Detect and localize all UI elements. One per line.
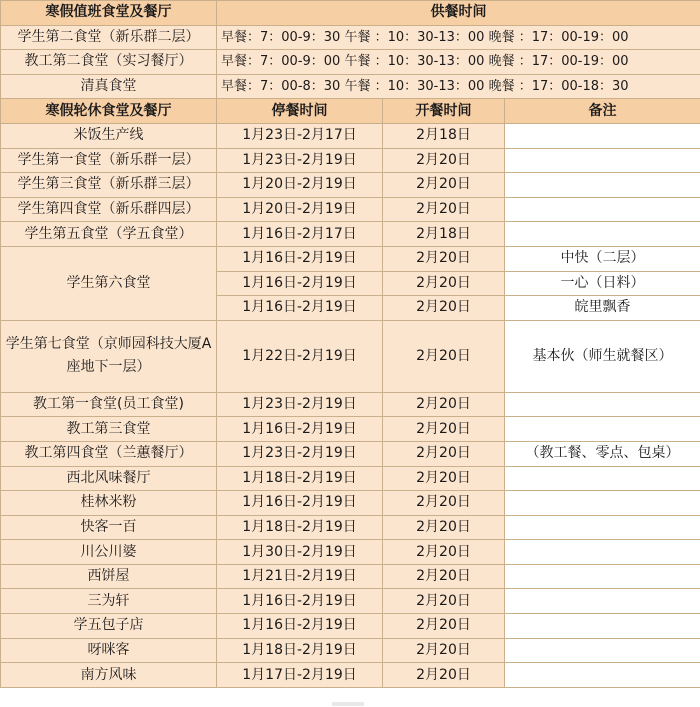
note (505, 564, 700, 589)
table-row (1, 491, 700, 516)
note (505, 491, 700, 516)
open-date: 2月20日 (383, 491, 505, 516)
canteen-name: 三为轩 (1, 589, 217, 614)
table-row (1, 417, 700, 442)
note: 一心（日料） (505, 271, 700, 296)
stop-period: 1月30日-2月19日 (217, 540, 383, 565)
closed-header-name: 寒假轮休食堂及餐厅 (1, 99, 217, 124)
table-row (1, 466, 700, 491)
stop-period: 1月20日-2月19日 (217, 197, 383, 222)
stop-period: 1月16日-2月19日 (217, 614, 383, 639)
scroll-indicator (332, 702, 364, 706)
stop-period: 1月16日-2月19日 (217, 589, 383, 614)
open-date: 2月20日 (383, 197, 505, 222)
canteen-name: 学五包子店 (1, 614, 217, 639)
stop-period: 1月17日-2月19日 (217, 663, 383, 688)
service-row (1, 50, 700, 75)
table-row (1, 441, 700, 466)
note (505, 540, 700, 565)
note (505, 148, 700, 173)
stop-period: 1月23日-2月19日 (217, 392, 383, 417)
stop-period: 1月23日-2月19日 (217, 148, 383, 173)
open-date: 2月20日 (383, 638, 505, 663)
open-date: 2月20日 (383, 173, 505, 198)
table-row (1, 197, 700, 222)
note (505, 466, 700, 491)
table-row (1, 320, 700, 392)
open-date: 2月20日 (383, 589, 505, 614)
open-date: 2月20日 (383, 466, 505, 491)
stop-period: 1月20日-2月19日 (217, 173, 383, 198)
table-body (1, 1, 700, 688)
canteen-name: 学生第六食堂 (1, 246, 217, 320)
note: 皖里飘香 (505, 296, 700, 321)
canteen-name: 快客一百 (1, 515, 217, 540)
service-header-row (1, 1, 700, 26)
note (505, 222, 700, 247)
table-row (1, 614, 700, 639)
open-date: 2月20日 (383, 246, 505, 271)
canteen-name: 学生第五食堂（学五食堂） (1, 222, 217, 247)
canteen-name: 学生第四食堂（新乐群四层） (1, 197, 217, 222)
service-canteen-name: 清真食堂 (1, 74, 217, 99)
table-row (1, 663, 700, 688)
service-canteen-name: 教工第二食堂（实习餐厅） (1, 50, 217, 75)
stop-period: 1月16日-2月19日 (217, 246, 383, 271)
note (505, 589, 700, 614)
open-date: 2月20日 (383, 392, 505, 417)
stop-period: 1月16日-2月19日 (217, 417, 383, 442)
canteen-name: 西北风味餐厅 (1, 466, 217, 491)
open-date: 2月18日 (383, 222, 505, 247)
stop-period: 1月18日-2月19日 (217, 466, 383, 491)
service-header-name: 寒假值班食堂及餐厅 (1, 1, 217, 26)
stop-period: 1月16日-2月17日 (217, 222, 383, 247)
canteen-name: 桂林米粉 (1, 491, 217, 516)
note (505, 614, 700, 639)
service-row (1, 25, 700, 50)
open-date: 2月20日 (383, 320, 505, 392)
service-row (1, 74, 700, 99)
stop-period: 1月23日-2月19日 (217, 441, 383, 466)
open-date: 2月20日 (383, 441, 505, 466)
open-date: 2月20日 (383, 540, 505, 565)
table-row (1, 540, 700, 565)
open-date: 2月20日 (383, 614, 505, 639)
service-canteen-name: 学生第二食堂（新乐群二层） (1, 25, 217, 50)
stop-period: 1月22日-2月19日 (217, 320, 383, 392)
note (505, 638, 700, 663)
open-date: 2月20日 (383, 417, 505, 442)
canteen-name: 呀咪客 (1, 638, 217, 663)
canteen-name: 学生第三食堂（新乐群三层） (1, 173, 217, 198)
stop-period: 1月16日-2月19日 (217, 296, 383, 321)
note (505, 392, 700, 417)
stop-period: 1月23日-2月17日 (217, 123, 383, 148)
stop-period: 1月16日-2月19日 (217, 271, 383, 296)
table-row (1, 246, 700, 271)
open-date: 2月20日 (383, 148, 505, 173)
stop-period: 1月18日-2月19日 (217, 638, 383, 663)
open-date: 2月18日 (383, 123, 505, 148)
table-row (1, 123, 700, 148)
stop-period: 1月18日-2月19日 (217, 515, 383, 540)
canteen-name: 米饭生产线 (1, 123, 217, 148)
closed-header-open: 开餐时间 (383, 99, 505, 124)
canteen-name: 教工第一食堂(员工食堂) (1, 392, 217, 417)
note (505, 123, 700, 148)
open-date: 2月20日 (383, 296, 505, 321)
canteen-name: 学生第一食堂（新乐群一层） (1, 148, 217, 173)
stop-period: 1月21日-2月19日 (217, 564, 383, 589)
note (505, 663, 700, 688)
service-header-time: 供餐时间 (217, 1, 700, 26)
note: （教工餐、零点、包桌） (505, 441, 700, 466)
note: 中快（二层） (505, 246, 700, 271)
table-row (1, 638, 700, 663)
canteen-name: 教工第三食堂 (1, 417, 217, 442)
canteen-name: 教工第四食堂（兰蕙餐厅） (1, 441, 217, 466)
service-schedule: 早餐：7：00-9：30 午餐 ：10：30-13：00 晚餐 ：17：00-19：00 (217, 25, 700, 50)
canteen-name: 川公川婆 (1, 540, 217, 565)
note (505, 515, 700, 540)
canteen-name: 西饼屋 (1, 564, 217, 589)
table-row (1, 173, 700, 198)
note (505, 173, 700, 198)
canteen-name: 学生第七食堂（京师园科技大厦A座地下一层） (1, 320, 217, 392)
note (505, 197, 700, 222)
open-date: 2月20日 (383, 564, 505, 589)
open-date: 2月20日 (383, 271, 505, 296)
note: 基本伙（师生就餐区） (505, 320, 700, 392)
open-date: 2月20日 (383, 663, 505, 688)
table-row (1, 515, 700, 540)
closed-header-row (1, 99, 700, 124)
note (505, 417, 700, 442)
table-row (1, 392, 700, 417)
service-schedule: 早餐：7：00-9：00 午餐 ：10：30-13：00 晚餐 ：17：00-19：00 (217, 50, 700, 75)
service-schedule: 早餐：7：00-8：30 午餐 ：10：30-13：00 晚餐 ：17：00-18：30 (217, 74, 700, 99)
canteen-name: 南方风味 (1, 663, 217, 688)
open-date: 2月20日 (383, 515, 505, 540)
table-row (1, 564, 700, 589)
table-row (1, 222, 700, 247)
table-row (1, 589, 700, 614)
closed-header-note: 备注 (505, 99, 700, 124)
closed-header-stop: 停餐时间 (217, 99, 383, 124)
stop-period: 1月16日-2月19日 (217, 491, 383, 516)
table-row (1, 148, 700, 173)
